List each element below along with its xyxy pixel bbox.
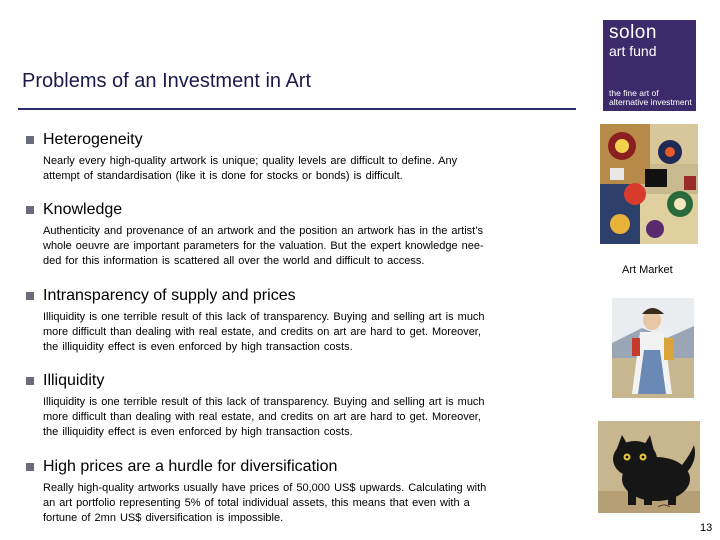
section-high-prices xyxy=(26,458,486,526)
logo-tagline-line2: alternative investment xyxy=(609,97,692,107)
section-heading: Knowledge xyxy=(26,201,484,219)
square-bullet-icon xyxy=(26,463,34,471)
logo-tagline xyxy=(609,89,692,107)
solon-logo xyxy=(603,20,696,111)
square-bullet-icon xyxy=(26,206,34,214)
poster-painting-image xyxy=(612,298,694,398)
art-market-caption: Art Market xyxy=(622,264,673,276)
section-intransparency xyxy=(26,287,485,355)
logo-wordmark-art-fund: art fund xyxy=(609,43,657,59)
section-body: Nearly every high-quality artwork is unique; quality levels are difficult to define. Any attempt of standardisation (like it is done for stocks or bonds) is difficult. xyxy=(43,155,458,182)
section-heading: Heterogeneity xyxy=(26,131,457,149)
section-heading: Intransparency of supply and prices xyxy=(26,287,485,305)
section-heading: Illiquidity xyxy=(26,372,485,390)
abstract-painting-image xyxy=(600,124,698,244)
square-bullet-icon xyxy=(26,377,34,385)
square-bullet-icon xyxy=(26,292,34,300)
section-body: Illiquidity is one terrible result of this lack of transparency. Buying and selling art is much more difficult than dealing with real estate, and credits on art are hard to get. Moreover, the illiquidity effect is even enforced by high transaction costs. xyxy=(43,311,485,353)
logo-tagline-line1: the fine art of xyxy=(609,88,659,98)
section-heterogeneity xyxy=(26,131,457,184)
section-body: Really high-quality artworks usually have prices of 50,000 US$ upwards. Calculating with an art portfolio representing 5% of total individual assets, this means that even with a fortune of 2mn US$ diversification is impossible. xyxy=(43,482,487,524)
title-rule xyxy=(18,108,576,110)
section-heading: High prices are a hurdle for diversification xyxy=(26,458,486,476)
section-body: Authenticity and provenance of an artwork and the position an artwork has in the artist’s whole oeuvre are important parameters for the valuation. But the expert knowledge nee- ded for this information is scattered all over the world and difficult to access. xyxy=(43,225,484,267)
black-cat-painting-image xyxy=(598,421,700,513)
square-bullet-icon xyxy=(26,136,34,144)
page-number: 13 xyxy=(700,522,713,534)
section-illiquidity xyxy=(26,372,485,440)
section-knowledge xyxy=(26,201,484,269)
slide-title: Problems of an Investment in Art xyxy=(22,70,312,92)
section-body: Illiquidity is one terrible result of this lack of transparency. Buying and selling art is much more difficult than dealing with real estate, and credits on art are hard to get. Moreover, the illiquidity effect is even enforced by high transaction costs. xyxy=(43,396,485,438)
logo-wordmark-solon: solon xyxy=(609,22,657,43)
